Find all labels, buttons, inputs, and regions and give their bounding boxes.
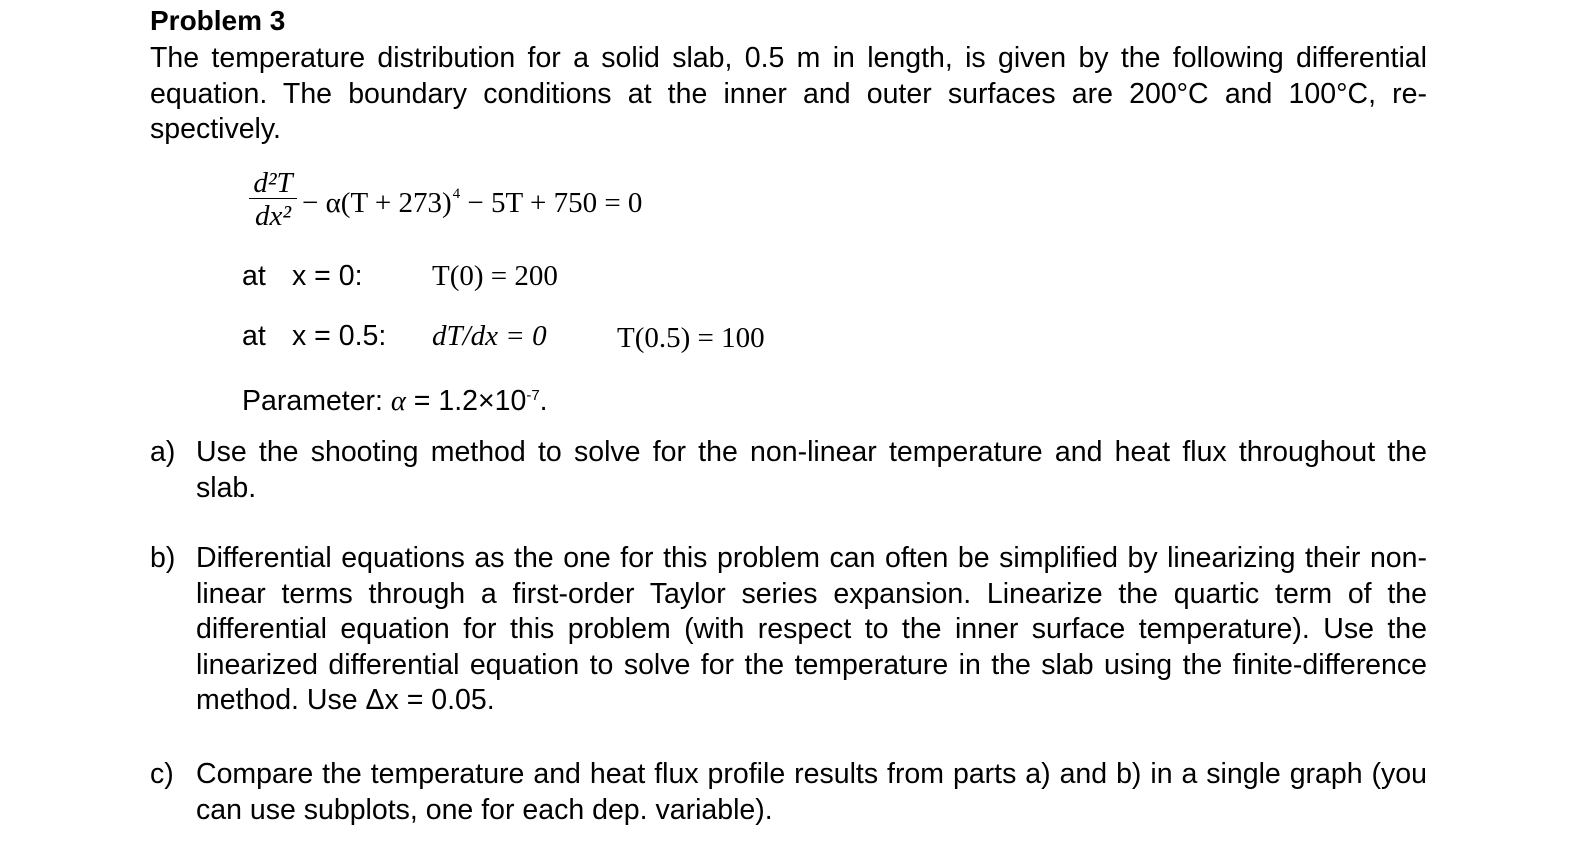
part-a-text: Use the shooting method to solve for the non-linear temperature and heat flux throughout the slab. [196,436,1427,504]
part-c-text: Compare the temperature and heat flux profile results from parts a) and b) in a single graph (you can use subplots, one for each dep. variable). [196,758,1427,826]
equation-main [302,186,642,225]
part-b-text: Differential equations as the one for this problem can often be simplified by linearizing their non-linear terms through a first-order Taylor series expansion. Linearize the quartic term of the differential equation for this problem (with respect to the inner surface temperature). Use the linearized differential equation to solve for the temperature in the slab using the finite-difference method. Use Δx = 0.05. [196,542,1427,716]
parameter-label: Parameter: [242,385,383,417]
problem-intro: The temperature distribution for a solid slab, 0.5 m in length, is given by the following differential equation. The boundary conditions at the inner and outer surfaces are 200°C and 100°C, re-spectively. [150,42,1427,145]
parameter-tail: . [539,385,548,417]
parameter-symbol: α [390,386,406,417]
bc2-expression-value: T(0.5) = 100 [617,322,765,354]
part-c-label: c) [150,758,174,790]
fraction-numerator: d²T [253,167,293,199]
bc1-expression: T(0) = 200 [432,260,558,292]
fraction-denominator: dx² [254,200,292,232]
bc2-label: at [242,320,266,352]
equation-exponent: 4 [452,186,461,202]
part-a-label: a) [150,436,176,468]
part-b-label: b) [150,542,176,574]
parameter-line [242,384,548,424]
bc2-variable: x = 0.5: [292,320,387,352]
bc2-expression-derivative: dT/dx = 0 [432,320,547,352]
problem-title: Problem 3 [150,5,286,36]
bc1-variable: x = 0: [292,260,363,292]
equation-main-part1: − α(T + 273) [302,187,452,219]
equation-main-part2: − 5T + 750 = 0 [460,187,643,219]
parameter-exponent: -7 [526,387,540,404]
bc1-label: at [242,260,266,292]
parameter-value: = 1.2×10 [413,385,527,417]
equation-fraction [247,168,299,233]
